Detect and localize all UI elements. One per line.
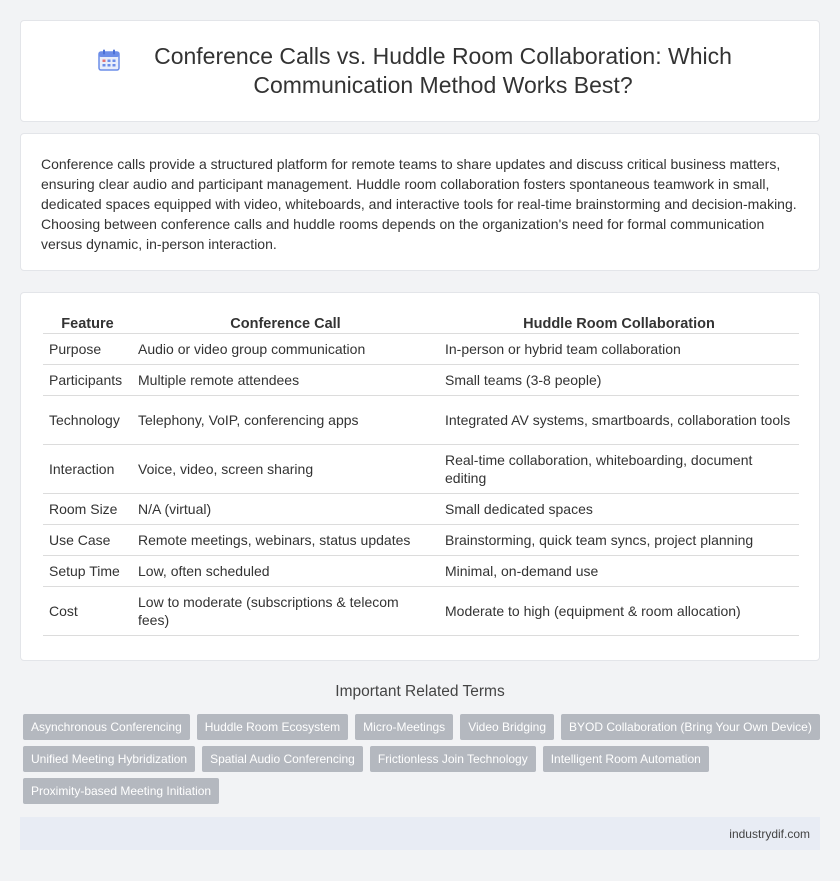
page-title: Conference Calls vs. Huddle Room Collaboration: Which Communication Method Works Best? bbox=[154, 43, 732, 98]
related-terms-tags bbox=[23, 714, 823, 804]
cell-huddle-room: Minimal, on-demand use bbox=[439, 556, 799, 587]
table-row bbox=[43, 365, 799, 396]
tag-unified-meeting-hybridization[interactable]: Unified Meeting Hybridization bbox=[23, 746, 195, 772]
tag-frictionless-join-technology[interactable]: Frictionless Join Technology bbox=[370, 746, 536, 772]
cell-huddle-room: Moderate to high (equipment & room allocation) bbox=[439, 587, 799, 636]
cell-feature: Room Size bbox=[43, 494, 132, 525]
cell-conference-call: Telephony, VoIP, conferencing apps bbox=[132, 396, 439, 445]
table-row bbox=[43, 494, 799, 525]
tag-spatial-audio-conferencing[interactable]: Spatial Audio Conferencing bbox=[202, 746, 363, 772]
intro-paragraph: Conference calls provide a structured platform for remote teams to share updates and discuss critical business matters, ensuring clear audio and participant management. Huddle room collaboration fosters spontaneous teamwork in small, dedicated spaces equipped with video, whiteboards, and interactive tools for real-time brainstorming and decision-making. Choosing between conference calls and huddle rooms depends on the organization's need for formal communication versus dynamic, in-person interaction. bbox=[41, 156, 797, 252]
table-header-row bbox=[43, 313, 799, 334]
header-feature: Feature bbox=[43, 313, 132, 334]
comparison-table bbox=[43, 313, 799, 636]
tag-intelligent-room-automation[interactable]: Intelligent Room Automation bbox=[543, 746, 709, 772]
calendar-icon bbox=[97, 48, 121, 72]
table-row bbox=[43, 556, 799, 587]
related-terms-title: Important Related Terms bbox=[335, 683, 505, 700]
table-row bbox=[43, 396, 799, 445]
cell-feature: Technology bbox=[43, 396, 132, 445]
header-huddle-room: Huddle Room Collaboration bbox=[439, 313, 799, 334]
tag-asynchronous-conferencing[interactable]: Asynchronous Conferencing bbox=[23, 714, 190, 740]
table-row bbox=[43, 525, 799, 556]
cell-conference-call: N/A (virtual) bbox=[132, 494, 439, 525]
cell-feature: Setup Time bbox=[43, 556, 132, 587]
cell-feature: Cost bbox=[43, 587, 132, 636]
cell-feature: Participants bbox=[43, 365, 132, 396]
table-row bbox=[43, 334, 799, 365]
title-wrap bbox=[97, 42, 743, 100]
tag-huddle-room-ecosystem[interactable]: Huddle Room Ecosystem bbox=[197, 714, 348, 740]
cell-feature: Use Case bbox=[43, 525, 132, 556]
cell-huddle-room: Small teams (3-8 people) bbox=[439, 365, 799, 396]
cell-conference-call: Audio or video group communication bbox=[132, 334, 439, 365]
cell-feature: Purpose bbox=[43, 334, 132, 365]
cell-huddle-room: Small dedicated spaces bbox=[439, 494, 799, 525]
footer bbox=[20, 817, 820, 850]
cell-conference-call: Low, often scheduled bbox=[132, 556, 439, 587]
table-row bbox=[43, 445, 799, 494]
tag-video-bridging[interactable]: Video Bridging bbox=[460, 714, 554, 740]
tag-micro-meetings[interactable]: Micro-Meetings bbox=[355, 714, 453, 740]
title-card bbox=[20, 20, 820, 122]
footer-source[interactable]: industrydif.com bbox=[729, 826, 810, 841]
cell-conference-call: Voice, video, screen sharing bbox=[132, 445, 439, 494]
cell-conference-call: Low to moderate (subscriptions & telecom fees) bbox=[132, 587, 439, 636]
tag-byod-collaboration[interactable]: BYOD Collaboration (Bring Your Own Device) bbox=[561, 714, 820, 740]
cell-feature: Interaction bbox=[43, 445, 132, 494]
table-row bbox=[43, 587, 799, 636]
cell-huddle-room: Real-time collaboration, whiteboarding, document editing bbox=[439, 445, 799, 494]
cell-huddle-room: Brainstorming, quick team syncs, project planning bbox=[439, 525, 799, 556]
cell-conference-call: Remote meetings, webinars, status updates bbox=[132, 525, 439, 556]
tag-proximity-based-meeting-initiation[interactable]: Proximity-based Meeting Initiation bbox=[23, 778, 219, 804]
header-conference-call: Conference Call bbox=[132, 313, 439, 334]
intro-card bbox=[20, 133, 820, 271]
cell-huddle-room: In-person or hybrid team collaboration bbox=[439, 334, 799, 365]
comparison-card bbox=[20, 292, 820, 661]
cell-huddle-room: Integrated AV systems, smartboards, collaboration tools bbox=[439, 396, 799, 445]
cell-conference-call: Multiple remote attendees bbox=[132, 365, 439, 396]
